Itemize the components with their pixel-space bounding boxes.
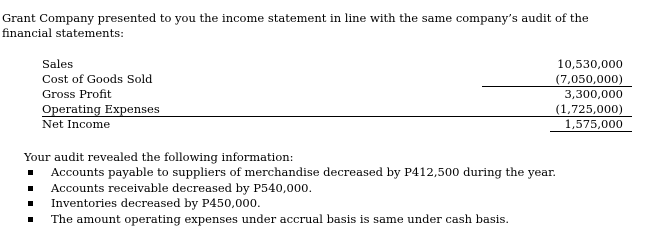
- square-bullet-icon: [28, 170, 33, 175]
- audit-findings-intro: Your audit revealed the following information:: [24, 150, 294, 164]
- statement-label: Sales: [42, 57, 74, 71]
- problem-intro-line-1: Grant Company presented to you the income statement in line with the same company’s audit of the: [2, 11, 589, 25]
- list-item-text: The amount operating expenses under accrual basis is same under cash basis.: [51, 211, 510, 226]
- statement-row-sales: [42, 57, 632, 72]
- square-bullet-icon: [28, 217, 33, 222]
- list-item-text: Inventories decreased by P450,000.: [51, 196, 261, 210]
- statement-label: Operating Expenses: [42, 102, 160, 116]
- square-bullet-icon: [28, 201, 33, 206]
- statement-label: Gross Profit: [42, 87, 112, 101]
- problem-intro-line-2: financial statements:: [2, 26, 124, 40]
- list-item: [24, 196, 654, 212]
- statement-row-gross-profit: [42, 87, 632, 102]
- audit-findings-list: [24, 165, 654, 227]
- statement-row-net-income: [42, 117, 632, 132]
- total-rule: [550, 131, 632, 132]
- statement-value: 10,530,000: [557, 57, 623, 71]
- list-item: [24, 212, 654, 228]
- statement-value: (7,050,000): [555, 72, 623, 86]
- list-item: [24, 181, 654, 197]
- statement-label: Net Income: [42, 117, 111, 131]
- list-item-text: Accounts payable to suppliers of merchandise decreased by P412,500 during the year.: [51, 165, 557, 179]
- audit-findings: [24, 150, 654, 227]
- list-item-text: Accounts receivable decreased by P540,000.: [51, 180, 313, 195]
- list-item: [24, 165, 654, 181]
- problem-intro: [2, 11, 652, 41]
- statement-row-cost-of-goods-sold: [42, 72, 632, 87]
- statement-label: Cost of Goods Sold: [42, 72, 153, 86]
- statement-value: (1,725,000): [555, 102, 623, 116]
- statement-value: 1,575,000: [564, 117, 623, 131]
- square-bullet-icon: [28, 186, 33, 191]
- income-statement: [42, 57, 632, 132]
- statement-value: 3,300,000: [564, 87, 623, 101]
- statement-row-operating-expenses: [42, 102, 632, 117]
